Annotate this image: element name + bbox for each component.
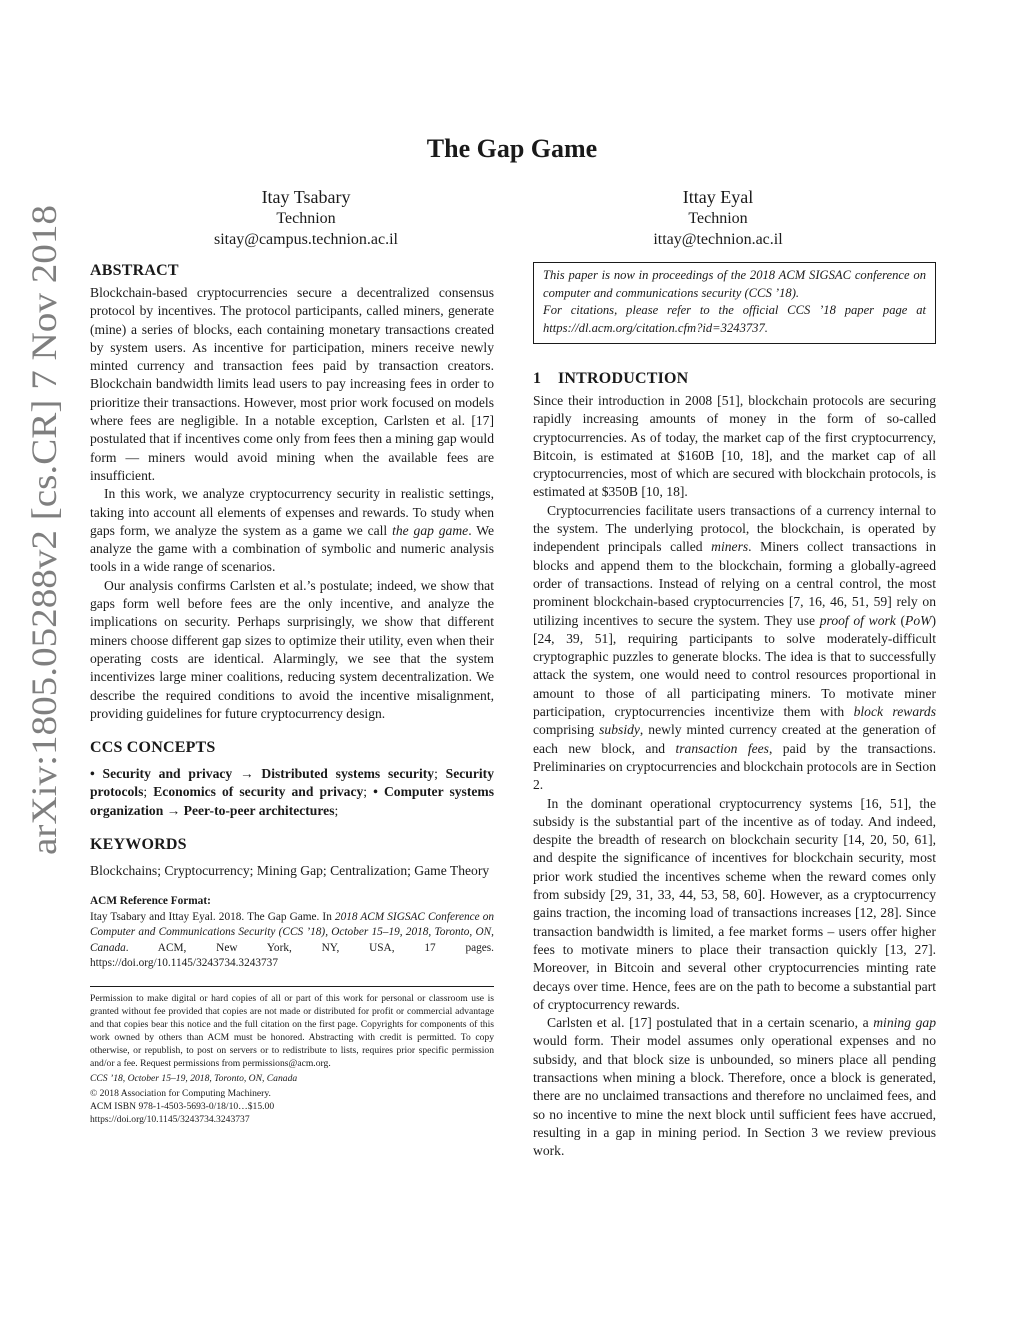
text-run: In this work, we analyze cryptocurrency security in realistic settings, taking into account all elements of expenses and rewards. To study when gaps form, we analyze the system as a game we call <box>90 486 494 538</box>
ccs-concept: Security protocols <box>90 766 494 800</box>
separator: ; <box>143 784 154 800</box>
permission-venue: CCS ’18, October 15–19, 2018, Toronto, ON, Canada <box>90 1072 298 1084</box>
text-run: . ACM, New York, NY, USA, 17 pages. https://doi.org/10.1145/3243734.3243737 <box>90 941 494 970</box>
abstract-heading: ABSTRACT <box>90 262 179 279</box>
text-run: Cryptocurrencies facilitate users transactions of a currency internal to the system. The underlying protocol, the blockchain, is operated by independent principals called <box>533 502 936 555</box>
text-run: . Miners collect transactions in blocks and append them to the blockchain, forming a globally-agreed order of transactions. Instead of relying on a central control, the most prominent blockchain-based cryptocurrencies [7, 16, 46, 51, 59] rely on utilizing incentives to secure the system. They use <box>533 539 937 628</box>
notice-line-2: For citations, please refer to the official CCS ’18 paper page at https://dl.acm.org/citation.cfm?id=3243737. <box>543 303 926 335</box>
ccs-concepts <box>90 765 494 820</box>
paper-title: The Gap Game <box>426 134 598 163</box>
emphasis: miners <box>711 539 749 555</box>
left-column <box>90 262 494 1126</box>
text-run: ( <box>895 612 906 628</box>
emphasis: transaction fees <box>675 740 769 756</box>
author-block-1 <box>141 187 471 250</box>
abstract-paragraph-2 <box>90 485 494 576</box>
ccs-concept: Economics of security and privacy <box>153 784 364 800</box>
author-email: sitay@campus.technion.ac.il <box>213 231 398 248</box>
keywords-heading: KEYWORDS <box>90 836 187 854</box>
keywords-text: Blockchains; Cryptocurrency; Mining Gap; Centralization; Game Theory <box>90 863 490 879</box>
right-column <box>533 262 936 1160</box>
emphasis: proof of work <box>819 612 896 628</box>
ccs-concept: • Computer systems organization → Peer-to-peer architectures <box>90 784 494 818</box>
intro-paragraph-1: Since their introduction in 2008 [51], blockchain protocols are securing rapidly increasing amounts of money in the form of so-called cryptocurrencies. As of today, the market cap of the first cryptocurrency, Bitcoin, is estimated at $160B [10, 18], and the market cap of all cryptocurrencies, most of which are secured with blockchain protocols, is estimated at $350B [10, 18]. <box>533 393 936 500</box>
permission-doi: https://doi.org/10.1145/3243734.3243737 <box>90 1113 250 1125</box>
acm-ref-heading: ACM Reference Format: <box>90 895 211 908</box>
arxiv-stamp-graphic <box>4 200 74 860</box>
emphasis: block rewards <box>853 704 936 720</box>
arxiv-stamp <box>4 200 74 860</box>
notice-line-1: This paper is now in proceedings of the 2018 ACM SIGSAC conference on computer and communications security (CCS ’18). <box>543 268 926 300</box>
permission-copyright: © 2018 Association for Computing Machinery. <box>90 1087 271 1099</box>
text-run: would form. Their model assumes only operational expenses and no subsidy, and that block size is unbounded, so miners place all pending transactions when mining a block. Therefore, once a block is generated, there are no unclaimed transactions and therefore no unclaimed fees, and so no incentive to mine the next block until sufficient fees have accrued, resulting in a gap in mining period. In Section 3 we review previous work. <box>533 1033 936 1159</box>
text-run: Carlsten et al. [17] postulated that in a certain scenario, a <box>547 1015 874 1031</box>
separator: ; <box>363 784 374 800</box>
intro-paragraph-2 <box>533 502 936 795</box>
author-email: ittay@technion.ac.il <box>653 231 783 248</box>
permission-isbn: ACM ISBN 978-1-4503-5693-0/18/10…$15.00 <box>90 1100 275 1112</box>
ccs-heading: CCS CONCEPTS <box>90 739 216 757</box>
emphasis: subsidy <box>599 722 640 738</box>
intro-paragraph-4 <box>533 1014 936 1160</box>
proceedings-notice <box>533 262 936 344</box>
abstract-paragraph-3: Our analysis confirms Carlsten et al.’s postulate; indeed, we show that gaps form well before fees are the only incentive, and analyze the implications on security. Perhaps surprisingly, we show that different miners choose different gap sizes to optimize their utility, even when their operating costs are identical. Alarmingly, we see that the system incentivizes large miner coalitions, reducing system decentralization. We describe the required conditions to avoid the incentive misalignment, providing guidelines for future cryptocurrency design. <box>90 577 494 721</box>
ccs-concept: • Security and privacy → Distributed systems security <box>90 766 435 782</box>
author-affiliation: Technion <box>688 210 748 227</box>
arxiv-stamp-text: arXiv:1805.05288v2 [cs.CR] 7 Nov 2018 <box>24 257 64 855</box>
text-run: ) [24, 39, 51], requiring participants to solve moderately-difficult cryptographic puzzles to generate blocks. The idea is that to successfully attack the system, one would need to control resources proportional in amount to those of all participating miners. To motivate miner participation, cryptocurrencies incentivize them with <box>533 612 936 720</box>
abstract-paragraph-1: Blockchain-based cryptocurrencies secure a decentralized consensus protocol by incentives. The protocol participants, called miners, generate (mine) a series of blocks, each containing monetary transactions created by system users. As incentive for participation, miners receive newly minted currency and transaction fees paid by transaction creators. Blockchain bandwidth limits lead users to pay increasing fees in order to prioritize their transactions. However, most prior work focused on models where fees are negligible. In a notable exception, Carlsten et al. [17] postulated that if incentives come only from fees then a mining gap would form — miners would avoid mining when the available fees are insufficient. <box>90 285 494 483</box>
author-name: Itay Tsabary <box>261 187 351 207</box>
acm-ref-text <box>90 910 494 972</box>
permission-notice: Permission to make digital or hard copies of all or part of this work for personal or classroom use is granted without fee provided that copies are not made or distributed for profit or commercial advantage and that copies bear this notice and the full citation on the first page. Copyrights for components of this work owned by others than ACM must be honored. Abstracting with credit is permitted. To copy otherwise, or republish, to post on servers or to redistribute to lists, requires prior specific permission and/or a fee. Request permissions from permissions@acm.org. <box>90 992 494 1069</box>
text-run: comprising <box>533 722 600 738</box>
emphasis: mining gap <box>873 1015 936 1031</box>
author-name: Ittay Eyal <box>682 187 754 207</box>
separator: ; <box>334 802 339 818</box>
emphasis: PoW <box>905 612 932 628</box>
emphasis: 2018 ACM SIGSAC Conference on Computer and Communications Security (CCS ’18), October 15–19, 2018, Toronto, ON, Canada <box>90 910 495 954</box>
text-run: , newly minted currency created at the generation of each new block, and <box>533 722 936 756</box>
intro-heading: 1 INTRODUCTION <box>533 370 689 387</box>
text-run: Itay Tsabary and Ittay Eyal. 2018. The Gap Game. In <box>90 910 335 923</box>
emphasis: the gap game <box>392 522 469 538</box>
author-block-2 <box>553 187 883 250</box>
text-run: . We analyze the game with a combination of symbolic and numeric analysis tools in a wide range of scenarios. <box>90 522 494 575</box>
separator: ; <box>434 766 446 782</box>
intro-paragraph-3: In the dominant operational cryptocurrency systems [16, 51], the subsidy is the substantial part of the incentive as of today. And indeed, despite the breadth of research on blockchain security [14, 20, 50, 61], and despite the significance of incentives for blockchain security, most prior work studied the incentives scheme when the reward comes only from subsidy [29, 31, 33, 44, 53, 58, 60]. However, as a cryptocurrency gains traction, the incoming load of transactions increases [12, 28]. Since transaction bandwidth is limited, a fee market forms – users offer higher fees to motivate miners to place their transaction quickly [13, 27]. Moreover, in Bitcoin and several other cryptocurrencies minting rate decays over time. Hence, fees are on the path to become a substantial part of cryptocurrency rewards. <box>533 795 936 1012</box>
text-run: , paid by the transactions. Preliminaries on cryptocurrencies and blockchain protocols are in Section 2. <box>533 740 936 793</box>
author-affiliation: Technion <box>276 210 336 227</box>
